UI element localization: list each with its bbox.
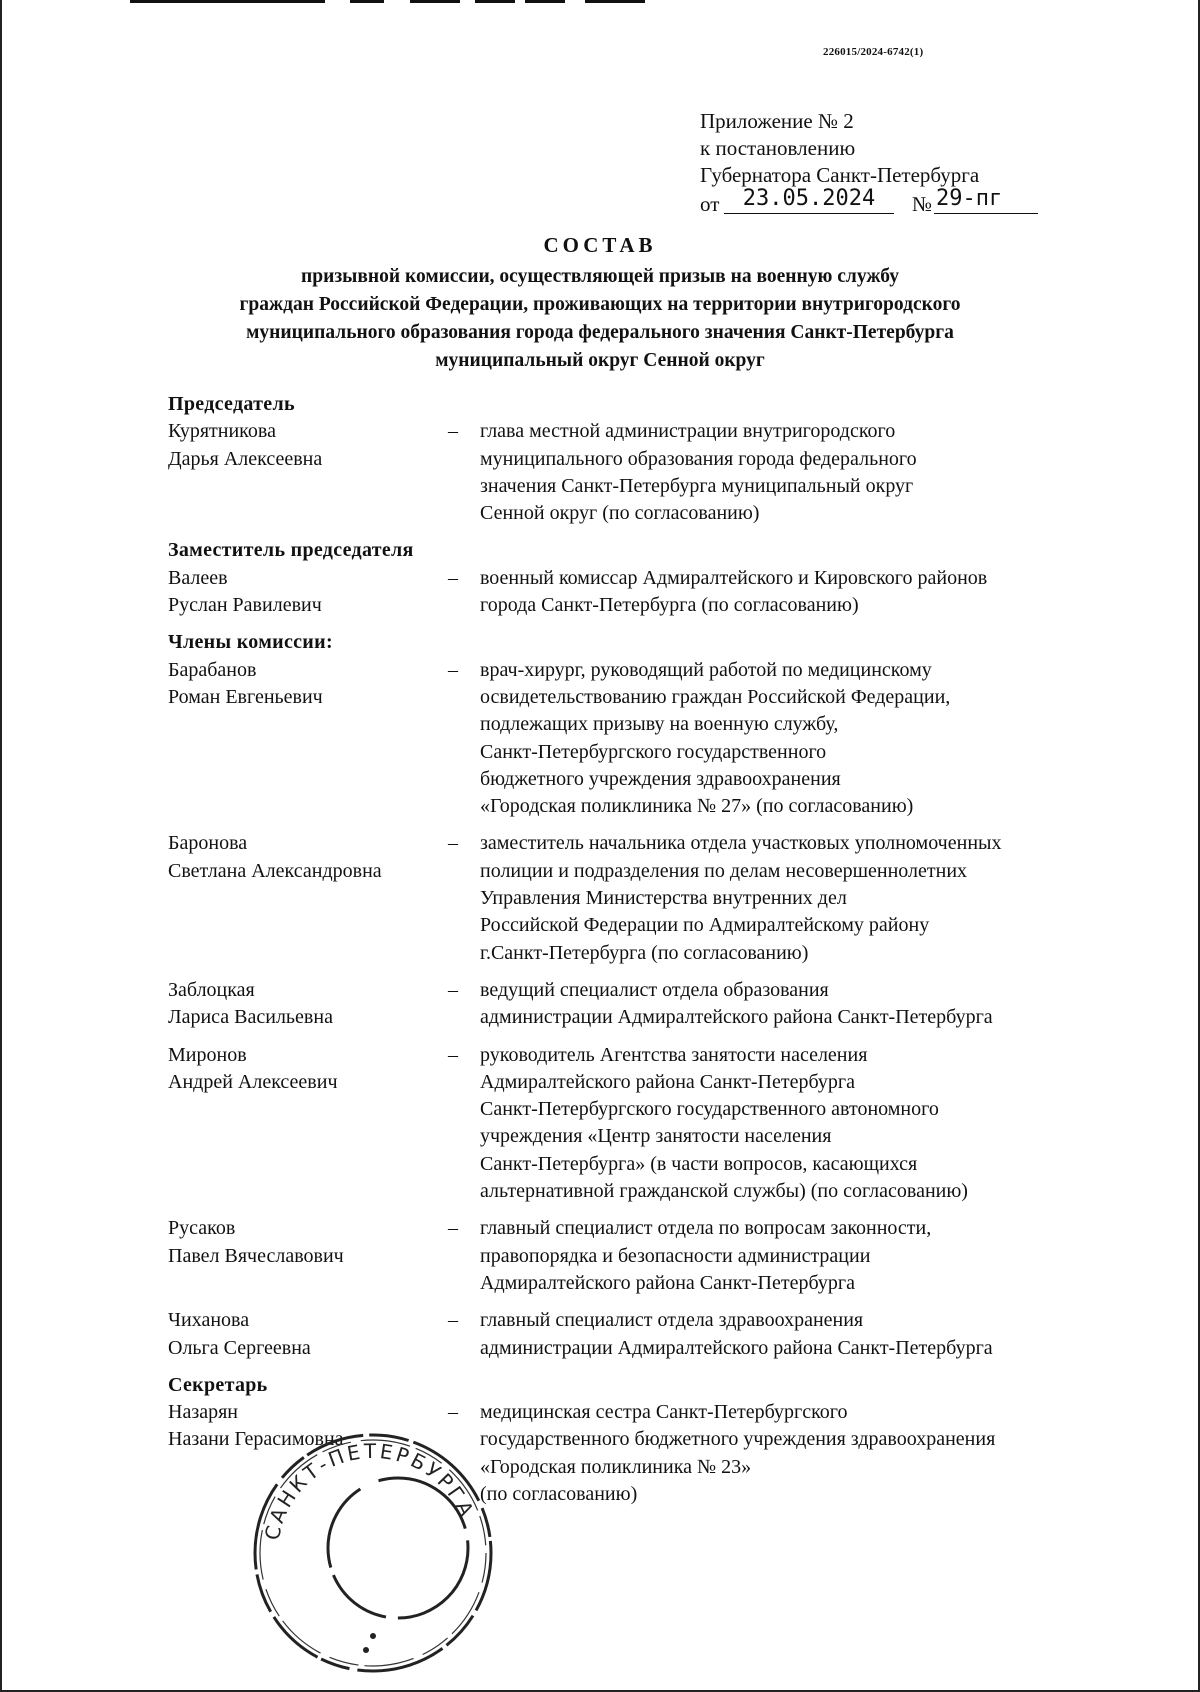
member-name [168, 830, 448, 966]
member-name-line: Руслан Равилевич [168, 594, 322, 617]
subtitle-line: муниципальный округ Сенной округ [435, 350, 765, 371]
dash-separator: – [448, 1309, 458, 1332]
member-position-line: «Городская поликлиника № 23» [480, 1455, 752, 1478]
member-position-line: Санкт-Петербурга» (в части вопросов, касающихся [480, 1152, 918, 1175]
member-name-line: Баронова [168, 832, 248, 855]
section-title: Заместитель председателя [168, 539, 414, 562]
member-position-line: Адмиралтейского района Санкт-Петербурга [480, 1070, 855, 1093]
dash-separator: – [448, 1401, 458, 1424]
member-position-line: правопорядка и безопасности администрации [480, 1244, 871, 1267]
member-position [480, 1215, 1170, 1297]
member-position [480, 565, 1170, 620]
seal-text: САНКТ-ПЕТЕРБУРГА [259, 1438, 480, 1543]
member-position-line: альтернативной гражданской службы) (по согласованию) [480, 1180, 968, 1203]
member-entry [168, 977, 1178, 1032]
member-name [168, 1042, 448, 1206]
entry-gap [168, 1205, 1178, 1215]
date-prefix: от [700, 192, 720, 216]
member-position [480, 418, 1170, 527]
member-entry [168, 830, 1178, 966]
entry-gap [168, 1362, 1178, 1372]
dash-separator: – [448, 832, 458, 855]
scan-top-marks [0, 0, 700, 3]
member-name-line: Барабанов [168, 658, 257, 681]
appendix-line-3: Губернатора Санкт-Петербурга [700, 163, 980, 187]
member-position-line: освидетельствованию граждан Российской Федерации, [480, 685, 951, 708]
member-position-line: администрации Адмиралтейского района Санкт-Петербурга [480, 1006, 993, 1029]
member-name [168, 1307, 448, 1362]
dash-separator: – [448, 1217, 458, 1240]
entry-gap [168, 820, 1178, 830]
member-position-line: медицинская сестра Санкт-Петербургского [480, 1401, 848, 1424]
section-title: Секретарь [168, 1373, 268, 1396]
member-position-line: Адмиралтейского района Санкт-Петербурга [480, 1271, 855, 1294]
member-position-line: Сенной округ (по согласованию) [480, 502, 760, 525]
member-name [168, 418, 448, 527]
member-entry [168, 418, 1178, 527]
entry-gap [168, 1032, 1178, 1042]
member-position [480, 977, 1170, 1032]
member-position-line: Российской Федерации по Адмиралтейскому району [480, 914, 930, 937]
member-name-line: Назарян [168, 1401, 238, 1424]
appendix-block [700, 108, 1003, 216]
section-title: Председатель [168, 393, 295, 415]
appendix-date-line [700, 186, 1003, 216]
dash-separator: – [448, 566, 458, 589]
member-name-line: Русаков [168, 1217, 236, 1240]
appendix-line-2: к постановлению [700, 136, 856, 160]
member-position [480, 657, 1170, 821]
member-name-line: Андрей Алексеевич [168, 1070, 338, 1093]
member-position-line: Санкт-Петербургского государственного автономного [480, 1098, 939, 1121]
member-name-line: Дарья Алексеевна [168, 447, 323, 470]
member-position-line: администрации Адмиралтейского района Санкт-Петербурга [480, 1336, 993, 1359]
decree-number: 29-пг [934, 185, 1038, 214]
member-position [480, 1307, 1170, 1362]
document-title: СОСТАВ [543, 233, 657, 257]
dash-separator: – [448, 658, 458, 681]
entry-gap [168, 527, 1178, 537]
member-name-line: Курятникова [168, 420, 276, 443]
member-position-line: «Городская поликлиника № 27» (по согласованию) [480, 795, 914, 818]
member-name-line: Валеев [168, 566, 228, 589]
decree-date: 23.05.2024 [724, 185, 894, 214]
member-entry [168, 1307, 1178, 1362]
member-position-line: руководитель Агентства занятости населения [480, 1043, 868, 1066]
member-name [168, 657, 448, 821]
member-entry [168, 565, 1178, 620]
appendix-line-1: Приложение № 2 [700, 109, 854, 133]
dash-separator: – [448, 978, 458, 1001]
section-title: Члены комиссии: [168, 631, 333, 654]
commission-roster [168, 391, 1178, 1518]
member-position-line: города Санкт-Петербурга (по согласованию) [480, 594, 859, 617]
member-position [480, 1042, 1170, 1206]
member-name [168, 1215, 448, 1297]
member-position-line: главный специалист отдела здравоохранения [480, 1309, 864, 1332]
member-position-line: главный специалист отдела по вопросам законности, [480, 1217, 932, 1240]
member-position-line: муниципального образования города федерального [480, 447, 917, 470]
round-seal-stamp-icon [248, 1428, 498, 1678]
member-name-line: Павел Вячеславович [168, 1244, 344, 1267]
member-position-line: учреждения «Центр занятости населения [480, 1125, 832, 1148]
dash-separator: – [448, 1043, 458, 1066]
member-name-line: Светлана Александровна [168, 859, 382, 882]
subtitle-line: муниципального образования города федерального значения Санкт-Петербурга [246, 322, 954, 343]
member-name-line: Чиханова [168, 1309, 250, 1332]
member-position-line: Санкт-Петербургского государственного [480, 740, 827, 763]
member-entry [168, 657, 1178, 821]
member-name-line: Ольга Сергеевна [168, 1336, 311, 1359]
member-position [480, 1399, 1170, 1508]
document-subtitle [150, 263, 1050, 375]
member-position-line: врач-хирург, руководящий работой по медицинскому [480, 658, 932, 681]
member-name [168, 565, 448, 620]
subtitle-line: призывной комиссии, осуществляющей призыв на военную службу [301, 266, 899, 287]
member-entry [168, 1042, 1178, 1206]
member-position-line: г.Санкт-Петербурга (по согласованию) [480, 941, 809, 964]
member-position-line: подлежащих призыву на военную службу, [480, 713, 839, 736]
member-entry [168, 1215, 1178, 1297]
dash-separator: – [448, 420, 458, 443]
member-position-line: (по согласованию) [480, 1482, 638, 1505]
member-name-line: Миронов [168, 1043, 247, 1066]
member-position-line: военный комиссар Адмиралтейского и Кировского районов [480, 566, 988, 589]
member-position-line: ведущий специалист отдела образования [480, 978, 829, 1001]
member-name [168, 977, 448, 1032]
member-position-line: бюджетного учреждения здравоохранения [480, 767, 841, 790]
entry-gap [168, 967, 1178, 977]
entry-gap [168, 1297, 1178, 1307]
document-id: 226015/2024-6742(1) [823, 46, 924, 58]
member-name-line: Заблоцкая [168, 978, 255, 1001]
member-position-line: значения Санкт-Петербурга муниципальный округ [480, 474, 914, 497]
number-prefix: № [912, 192, 933, 216]
member-position-line: Управления Министерства внутренних дел [480, 887, 847, 910]
svg-text:САНКТ-ПЕТЕРБУРГА [260, 1439, 480, 1542]
member-position-line: государственного бюджетного учреждения здравоохранения [480, 1428, 996, 1451]
member-position-line: заместитель начальника отдела участковых уполномоченных [480, 832, 1002, 855]
member-position-line: глава местной администрации внутригородского [480, 420, 896, 443]
subtitle-line: граждан Российской Федерации, проживающих на территории внутригородского [239, 294, 961, 315]
member-name-line: Роман Евгеньевич [168, 685, 323, 708]
member-position [480, 830, 1170, 966]
member-name-line: Лариса Васильевна [168, 1006, 333, 1029]
entry-gap [168, 619, 1178, 629]
member-name-line: Назани Герасимовна [168, 1428, 344, 1451]
member-position-line: полиции и подразделения по делам несовершеннолетних [480, 859, 968, 882]
